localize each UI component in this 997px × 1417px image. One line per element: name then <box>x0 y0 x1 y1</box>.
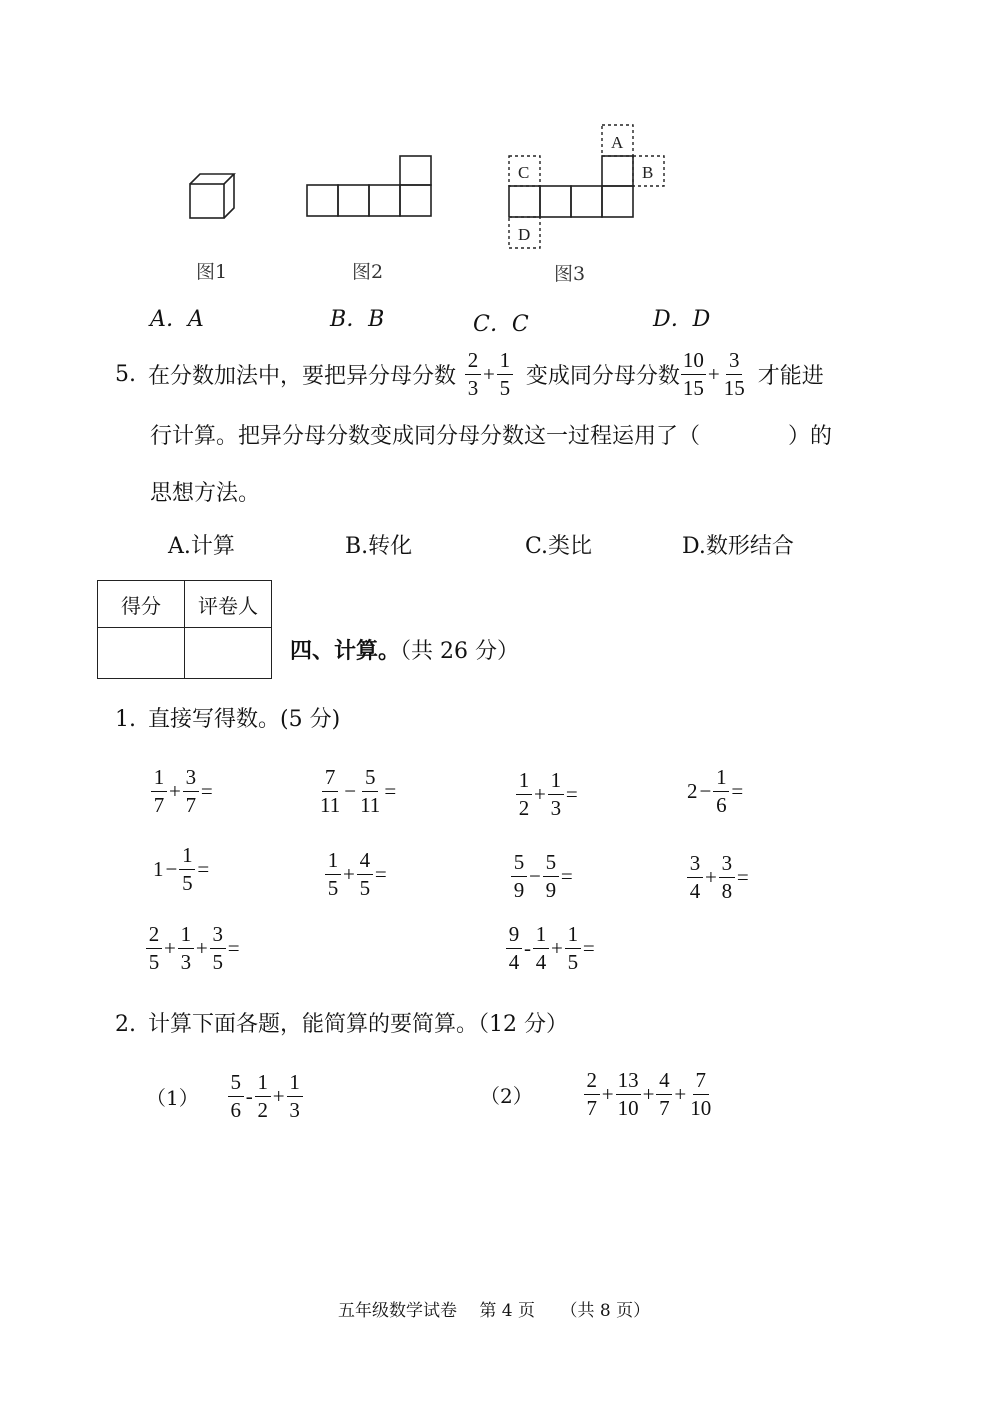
q5-fraction-1-5: $\frac{1}{5}$ <box>496 350 514 399</box>
fig3-label-b: B <box>642 163 654 182</box>
q5-text-c: 才能进 <box>757 363 824 389</box>
score-header: 得分 <box>98 581 185 628</box>
expr-1-7-plus-3-7: $\frac{1}{7}$ + $\frac{3}{7}$ = <box>150 767 214 816</box>
figure-2-net <box>305 154 435 220</box>
sub2-text: 计算下面各题，能简算的要简算。（12 分） <box>148 1012 568 1037</box>
q5-fraction-3-15: $\frac{3}{15}$ <box>723 347 745 400</box>
expr-7-11-minus-5-11: $\frac{7}{11}$ − $\frac{5}{11}$ = <box>320 765 397 817</box>
q4-option-b[interactable]: B．B <box>330 307 385 332</box>
q5-number: 5. <box>115 361 136 387</box>
q5-line-2: 行计算。把异分母分数变成同分母分数这一过程运用了（ ）的 <box>150 424 833 449</box>
q5-option-d[interactable]: D.数形结合 <box>682 534 794 559</box>
grader-cell[interactable] <box>185 628 272 679</box>
sub1-heading <box>115 702 340 733</box>
grader-header: 评卷人 <box>185 581 272 628</box>
expr-2-minus-1-6: 2 − $\frac{1}{6}$ = <box>687 765 744 817</box>
q4-option-d[interactable]: D．D <box>653 307 711 332</box>
q5-option-b[interactable]: B.转化 <box>345 534 413 559</box>
q5-text-a: 在分数加法中，要把异分母分数 <box>148 363 457 389</box>
part-1-label: （1） <box>146 1086 199 1110</box>
figure-1-cube <box>180 168 240 224</box>
score-cell[interactable] <box>98 628 185 679</box>
expr-1-2-plus-1-3: $\frac{1}{2}$ + $\frac{1}{3}$ = <box>515 770 579 819</box>
part-2-label: （2） <box>480 1084 533 1108</box>
expr-5-9-minus-5-9: $\frac{5}{9}$ − $\frac{5}{9}$ = <box>510 852 574 901</box>
q5-text-b: 变成同分母分数 <box>525 363 680 389</box>
figure-3-caption: 图3 <box>554 263 586 285</box>
expr-2-5-plus-1-3-plus-3-5: $\frac{2}{5}$ + $\frac{1}{3}$ + $\frac{3}{5}$ = <box>145 924 241 973</box>
q4-option-a[interactable]: A．A <box>150 307 204 332</box>
q5-line-1: 5. 在分数加法中，要把异分母分数 $\frac{2}{3}$ + $\frac{1}{5}$ 变成同分母分数 $\frac{10}{15}$ + $\frac{3}{15}$ 才能进 <box>115 347 824 400</box>
expr-3-4-plus-3-8: $\frac{3}{4}$ + $\frac{3}{8}$ = <box>686 853 750 902</box>
section-4-title: 四、计算。 <box>290 638 401 664</box>
q5-line-3: 思想方法。 <box>150 481 261 506</box>
fig3-label-c: C <box>518 163 530 182</box>
expr-1-minus-1-5: 1 − $\frac{1}{5}$ = <box>153 843 210 895</box>
section-4-points: （共 26 分） <box>400 639 519 664</box>
q4-option-c[interactable]: C．C <box>473 312 529 337</box>
score-table <box>97 580 272 679</box>
expr-9-4-minus-1-4-plus-1-5: $\frac{9}{4}$ - $\frac{1}{4}$ + $\frac{1}{5}$ = <box>505 924 596 973</box>
q5-option-a[interactable]: A.计算 <box>168 534 235 559</box>
q5-option-c[interactable]: C.类比 <box>525 534 593 559</box>
q5-fraction-2-3: $\frac{2}{3}$ <box>464 350 482 399</box>
section-4-heading <box>290 634 519 665</box>
part-2: （2） $\frac{2}{7}$ + $\frac{13}{10}$ + $\frac{4}{7}$ + $\frac{7}{10}$ <box>480 1068 712 1120</box>
sub2-heading <box>115 1007 568 1038</box>
fig3-label-d: D <box>518 225 531 244</box>
sub2-number: 2. <box>115 1012 136 1037</box>
figure-2-caption: 图2 <box>352 261 384 283</box>
q5-fraction-10-15: $\frac{10}{15}$ <box>682 347 704 400</box>
part-1: （1） $\frac{5}{6}$ - $\frac{1}{2}$ + $\frac{1}{3}$ <box>146 1072 304 1121</box>
sub1-text: 直接写得数。(5 分) <box>148 707 341 732</box>
figure-1-caption: 图1 <box>196 261 228 283</box>
figure-3-net <box>505 122 670 254</box>
page-footer: 五年级数学试卷 第 4 页 （共 8 页） <box>338 1301 651 1321</box>
sub1-number: 1. <box>115 707 136 732</box>
expr-1-5-plus-4-5: $\frac{1}{5}$ + $\frac{4}{5}$ = <box>324 850 388 899</box>
fig3-label-a: A <box>611 133 624 152</box>
